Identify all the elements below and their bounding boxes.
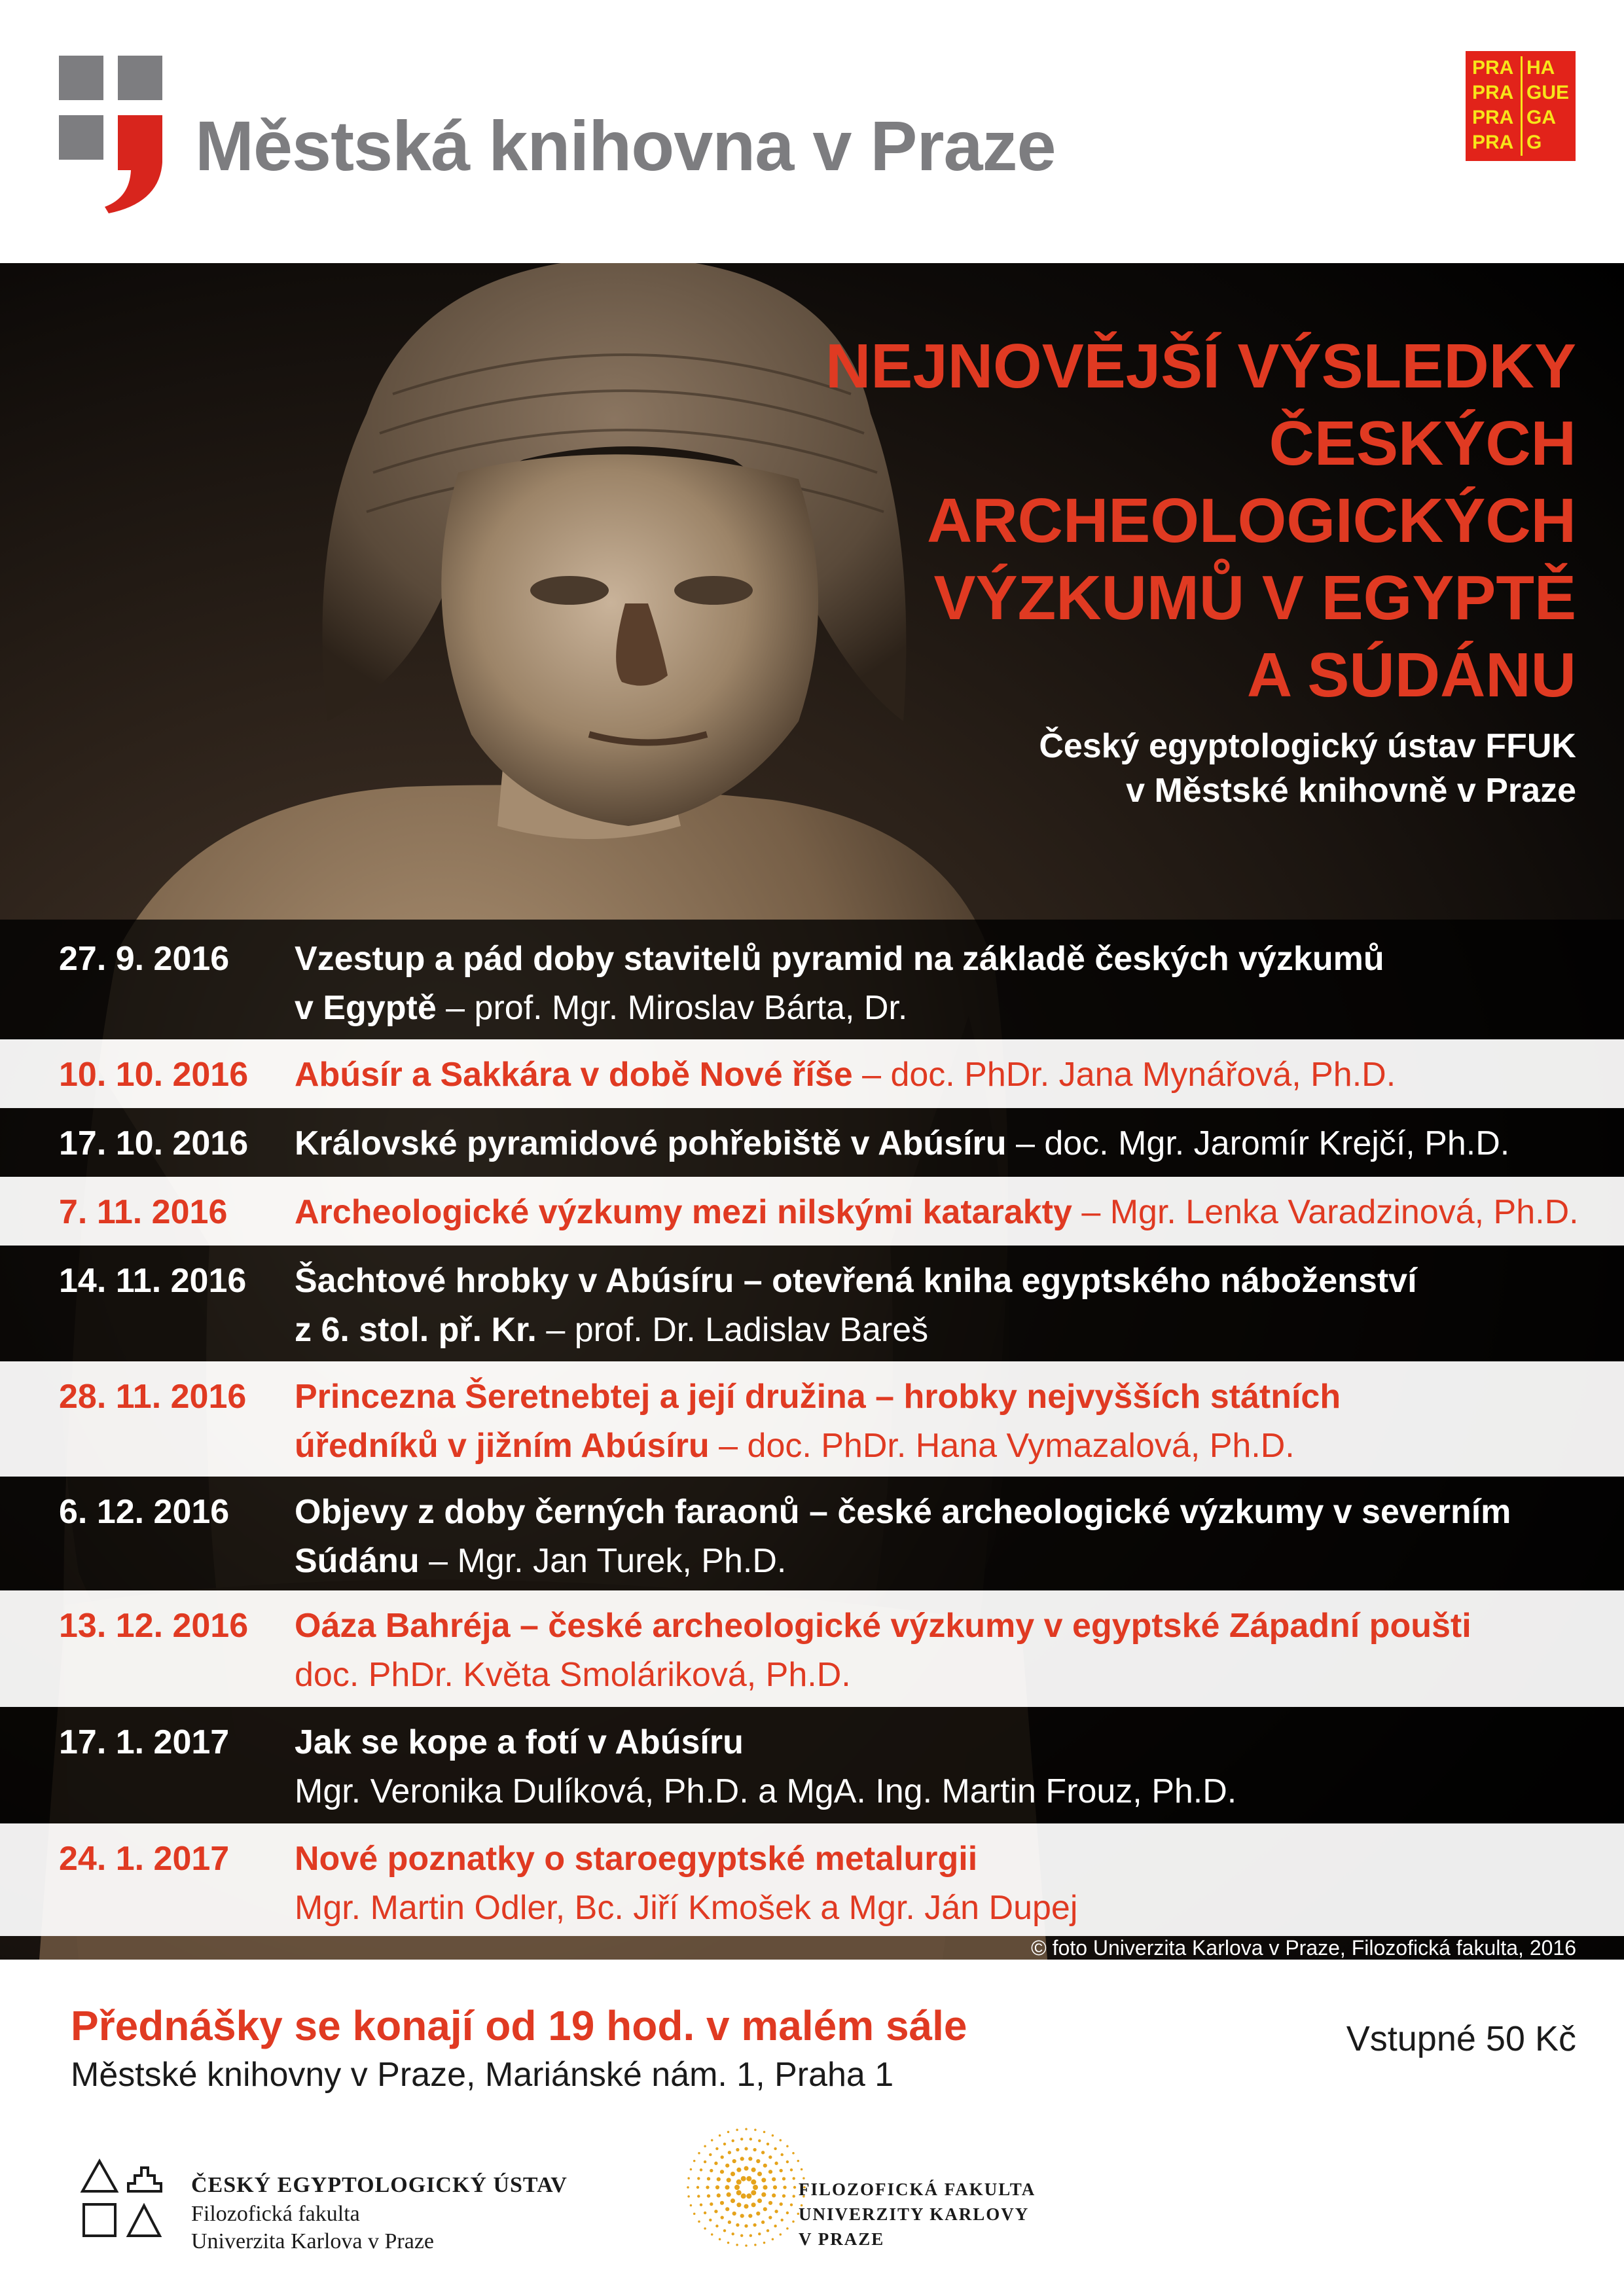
lecture-title: úředníků v jižním Abúsíru — [295, 1427, 710, 1465]
lecture-title: Nové poznatky o staroegyptské metalurgii — [295, 1840, 978, 1878]
praha-logo-text: PRA — [1472, 107, 1514, 128]
lecture-title: Princezna Šeretnebtej a její družina – hrobky nejvyšších státních — [295, 1378, 1341, 1416]
lecture-speaker: – prof. Dr. Ladislav Bareš — [536, 1311, 929, 1349]
lecture-title: Objevy z doby černých faraonů – české archeologické výzkumy v severním — [295, 1493, 1511, 1531]
praha-logo-text: GA — [1521, 106, 1569, 131]
lecture-title: Oáza Bahréja – české archeologické výzkumy v egyptské Západní poušti — [295, 1607, 1471, 1645]
lecture-title-line — [295, 1055, 1396, 1094]
lecture-date: 27. 9. 2016 — [59, 940, 230, 978]
egyptology-institute-name: ČESKÝ EGYPTOLOGICKÝ ÚSTAV — [191, 2173, 568, 2197]
lecture-date: 13. 12. 2016 — [59, 1607, 249, 1645]
lecture-row — [0, 1477, 1624, 1590]
lecture-speaker: – doc. Mgr. Jaromír Krejčí, Ph.D. — [1006, 1124, 1510, 1162]
lecture-row — [0, 1707, 1624, 1823]
library-name: Městská knihovna v Praze — [195, 106, 1056, 185]
lecture-row — [0, 1590, 1624, 1707]
lecture-title-line — [295, 1193, 1579, 1232]
praha-logo — [1466, 51, 1576, 161]
lecture-speaker: – prof. Mgr. Miroslav Bárta, Dr. — [436, 989, 908, 1027]
praha-logo-text: HA — [1521, 56, 1569, 81]
lecture-title: Šachtové hrobky v Abúsíru – otevřená kniha egyptského náboženství — [295, 1262, 1417, 1300]
lecture-row — [0, 1177, 1624, 1246]
title-line: ČESKÝCH — [1269, 408, 1576, 478]
lecture-row — [0, 1361, 1624, 1477]
praha-logo-text: PRA — [1472, 132, 1514, 153]
lecture-speaker: Mgr. Veronika Dulíková, Ph.D. a MgA. Ing. Martin Frouz, Ph.D. — [295, 1772, 1237, 1810]
lecture-date: 17. 1. 2017 — [59, 1723, 230, 1761]
admission-fee: Vstupné 50 Kč — [1346, 2019, 1576, 2058]
lecture-title-line — [295, 1839, 977, 1878]
lecture-speaker: doc. PhDr. Květa Smoláriková, Ph.D. — [295, 1656, 851, 1694]
lecture-title-line — [295, 1723, 744, 1762]
lecture-row — [0, 1039, 1624, 1108]
lecture-row — [0, 1823, 1624, 1936]
lecture-title-line — [295, 1541, 786, 1581]
lecture-title: z 6. stol. př. Kr. — [295, 1311, 537, 1349]
logo-comma-tail — [105, 157, 164, 216]
lecture-title-line — [295, 1888, 1077, 1928]
egyptology-institute-logo-icon — [77, 2152, 169, 2244]
lecture-title-line — [295, 1606, 1471, 1645]
title-line: A SÚDÁNU — [1246, 640, 1576, 710]
lecture-title: Královské pyramidové pohřebiště v Abúsíru — [295, 1124, 1007, 1162]
lecture-date: 28. 11. 2016 — [59, 1378, 247, 1416]
praha-logo-text: GUE — [1521, 81, 1569, 106]
praha-logo-text: PRA — [1472, 82, 1514, 103]
lecture-date: 6. 12. 2016 — [59, 1493, 230, 1531]
logo-square — [59, 56, 103, 100]
lecture-title: Vzestup a pád doby stavitelů pyramid na základě českých výzkumů — [295, 940, 1384, 978]
lecture-speaker: – doc. PhDr. Jana Mynářová, Ph.D. — [852, 1056, 1396, 1094]
lecture-date: 14. 11. 2016 — [59, 1262, 247, 1300]
lecture-title-line — [295, 1261, 1417, 1300]
lecture-speaker: – Mgr. Lenka Varadzinová, Ph.D. — [1072, 1193, 1579, 1231]
venue-time: Přednášky se konají od 19 hod. v malém sále — [71, 2002, 967, 2049]
lecture-title: v Egyptě — [295, 989, 437, 1027]
faculty-logo-text: UNIVERZITY KARLOVY — [799, 2204, 1030, 2224]
lecture-title: Archeologické výzkumy mezi nilskými katarakty — [295, 1193, 1072, 1231]
photo-credit: © foto Univerzita Karlova v Praze, Filozofická fakulta, 2016 — [1031, 1936, 1576, 1960]
lecture-title-line — [295, 1492, 1511, 1532]
lecture-title-line — [295, 1426, 1295, 1465]
egyptology-institute-university: Univerzita Karlova v Praze — [191, 2229, 434, 2253]
subtitle-line: Český egyptologický ústav FFUK — [1039, 727, 1576, 765]
lecture-title-line — [295, 1655, 851, 1695]
lecture-row — [0, 1108, 1624, 1177]
praha-logo-text: PRA — [1472, 57, 1514, 79]
lecture-date: 24. 1. 2017 — [59, 1840, 230, 1878]
lecture-date: 17. 10. 2016 — [59, 1124, 249, 1162]
title-line: ARCHEOLOGICKÝCH — [926, 486, 1576, 556]
lecture-speaker: – doc. PhDr. Hana Vymazalová, Ph.D. — [709, 1427, 1295, 1465]
logo-square — [59, 115, 103, 160]
lecture-date: 7. 11. 2016 — [59, 1193, 228, 1231]
logo-comma — [118, 115, 162, 160]
lecture-title-line — [295, 1310, 928, 1350]
faculty-sun-logo-icon — [681, 2114, 812, 2258]
lecture-row — [0, 1246, 1624, 1361]
lecture-title-line — [295, 988, 907, 1028]
lecture-title: Súdánu — [295, 1542, 420, 1580]
lecture-row — [0, 920, 1624, 1039]
lecture-title: Jak se kope a fotí v Abúsíru — [295, 1723, 744, 1761]
logo-square — [118, 56, 162, 100]
lecture-title-line — [295, 1377, 1341, 1416]
lecture-title-line — [295, 939, 1384, 978]
lecture-title: Abúsír a Sakkára v době Nové říše — [295, 1056, 853, 1094]
subtitle-line: v Městské knihovně v Praze — [1126, 772, 1576, 810]
lecture-speaker: – Mgr. Jan Turek, Ph.D. — [419, 1542, 787, 1580]
lecture-title-line — [295, 1124, 1509, 1163]
lecture-title-line — [295, 1772, 1236, 1811]
title-line: VÝZKUMŮ V EGYPTĚ — [933, 563, 1576, 633]
faculty-logo-text: FILOZOFICKÁ FAKULTA — [799, 2179, 1036, 2199]
venue-address: Městské knihovny v Praze, Mariánské nám. 1, Praha 1 — [71, 2056, 894, 2094]
lecture-speaker: Mgr. Martin Odler, Bc. Jiří Kmošek a Mgr. Ján Dupej — [295, 1889, 1078, 1927]
praha-logo-text: G — [1521, 131, 1569, 156]
title-line: NEJNOVĚJŠÍ VÝSLEDKY — [825, 331, 1576, 401]
faculty-logo-text: V PRAZE — [799, 2229, 885, 2249]
egyptology-institute-faculty: Filozofická fakulta — [191, 2202, 360, 2226]
lecture-date: 10. 10. 2016 — [59, 1056, 249, 1094]
